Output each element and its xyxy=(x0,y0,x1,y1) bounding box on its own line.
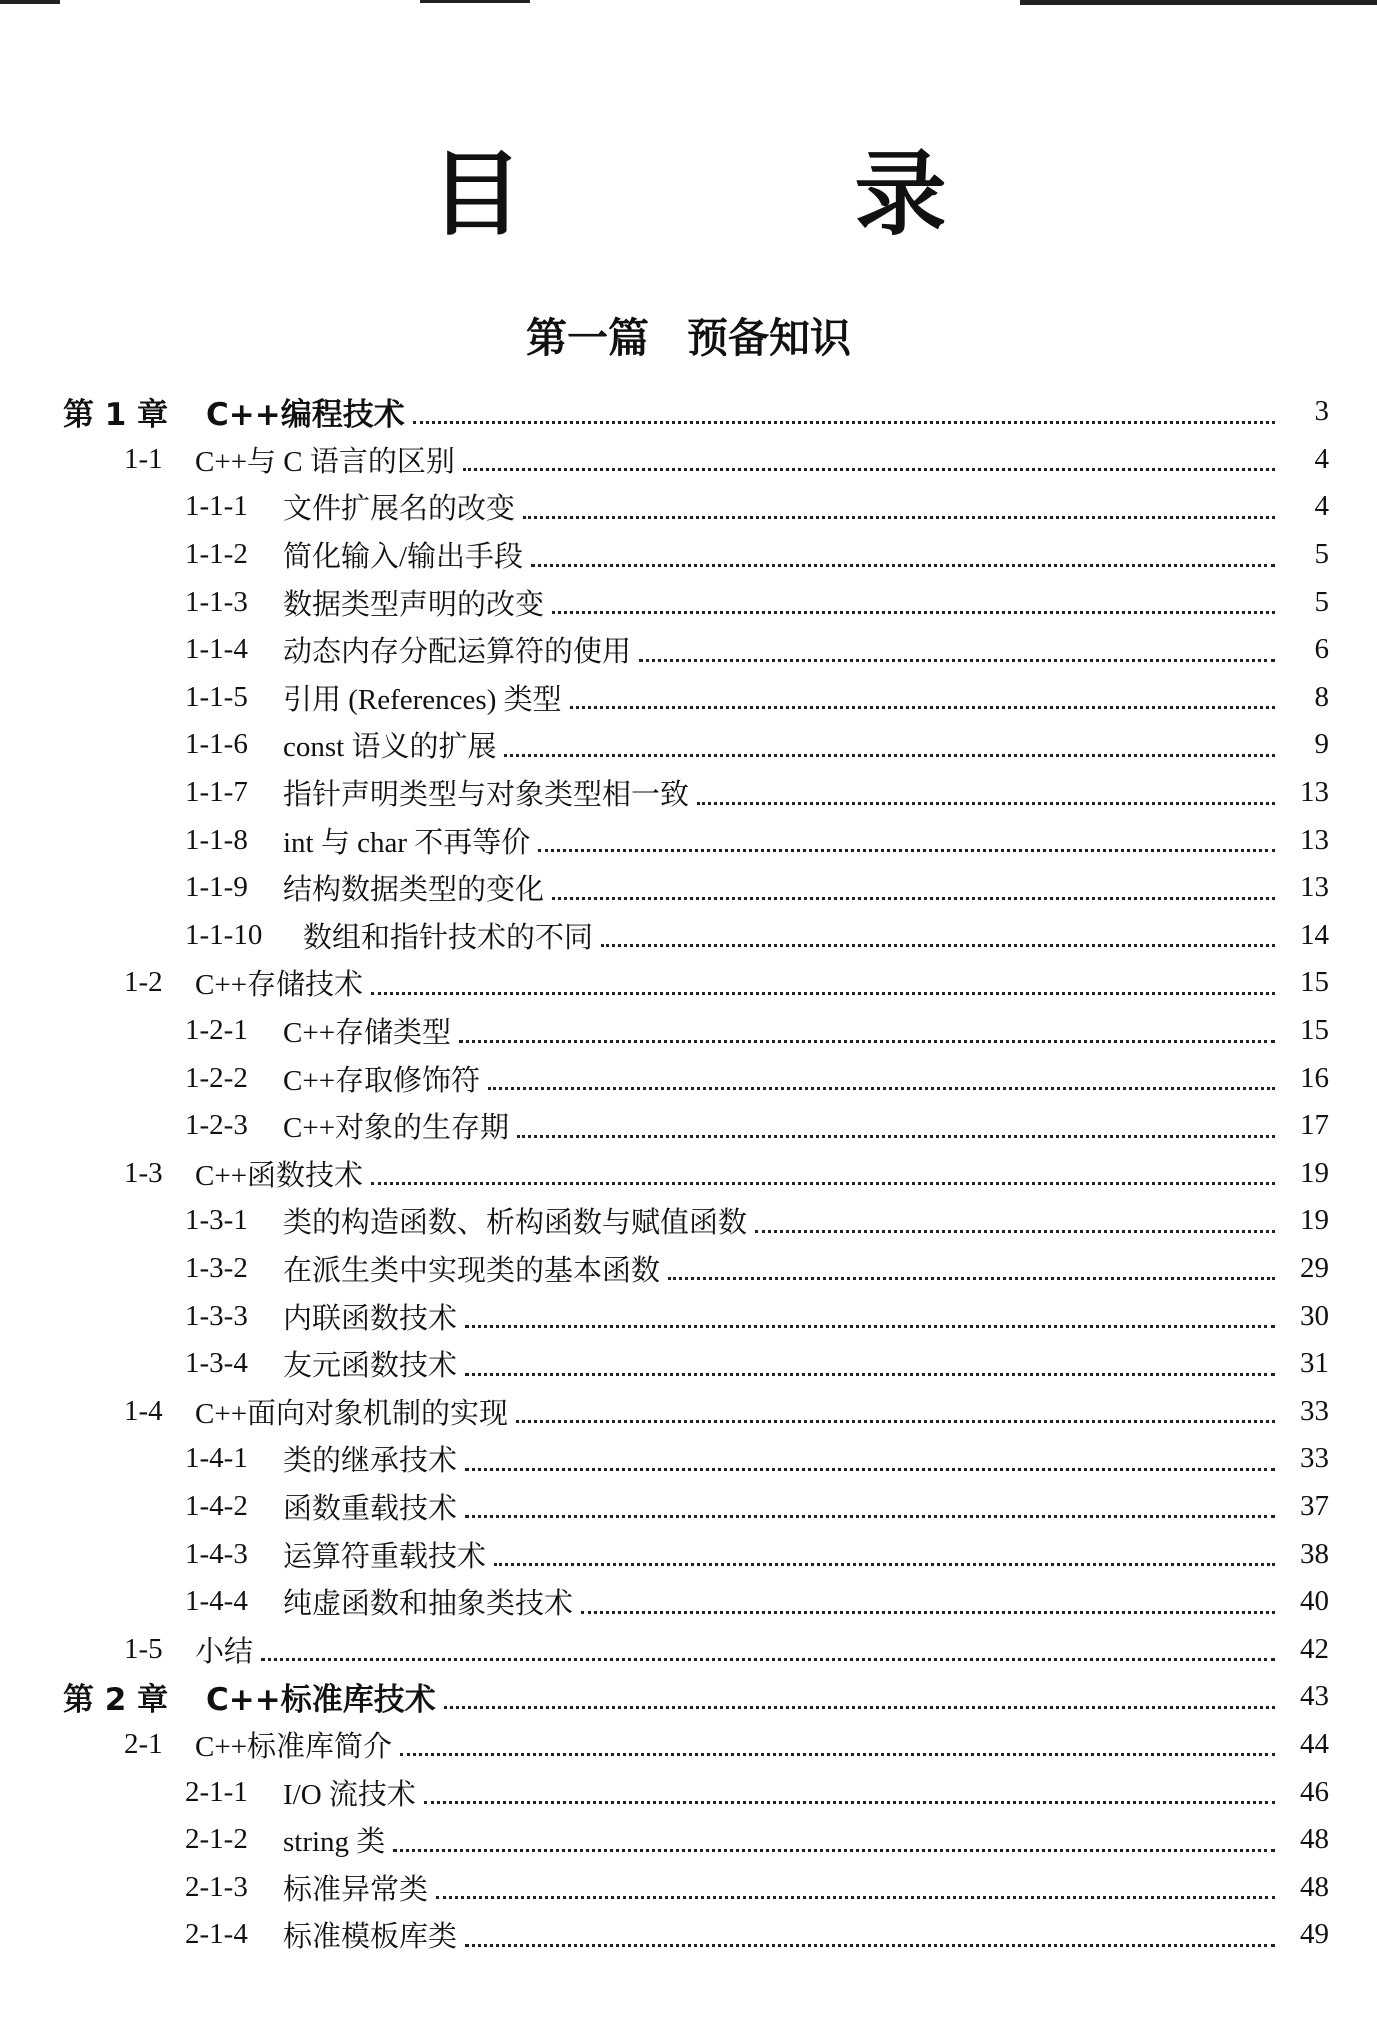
entry-title: 指针声明类型与对象类型相一致 xyxy=(283,779,690,812)
toc-entry-sub[interactable] xyxy=(0,1435,1377,1483)
entry-number: 1-4-3 xyxy=(185,1537,248,1570)
entry-page-number: 15 xyxy=(1300,966,1329,999)
entry-number: 2-1-3 xyxy=(185,1870,248,1903)
toc-entry-sub[interactable] xyxy=(0,1007,1377,1055)
dot-leader xyxy=(601,943,1275,947)
entry-number: 2-1-4 xyxy=(185,1918,248,1951)
entry-title: I/O 流技术 xyxy=(283,1778,416,1811)
entry-page-number: 38 xyxy=(1300,1537,1329,1570)
entry-page-number: 5 xyxy=(1314,538,1329,571)
toc-entry-sub[interactable] xyxy=(0,1340,1377,1388)
entry-page-number: 37 xyxy=(1300,1489,1329,1522)
entry-number: 1-1 xyxy=(124,442,163,475)
dot-leader xyxy=(436,1895,1275,1899)
entry-page-number: 17 xyxy=(1300,1109,1329,1142)
dot-leader xyxy=(488,1086,1275,1090)
entry-page-number: 44 xyxy=(1300,1727,1329,1760)
toc-entry-sub[interactable] xyxy=(0,1197,1377,1245)
toc-entry-sub[interactable] xyxy=(0,1530,1377,1578)
entry-title: 简化输入/输出手段 xyxy=(283,541,524,574)
entry-number: 1-2 xyxy=(124,966,163,999)
entry-title: 结构数据类型的变化 xyxy=(283,874,545,907)
entry-title: string 类 xyxy=(283,1826,386,1859)
toc-entry-sub[interactable] xyxy=(0,674,1377,722)
entry-number: 1-4-4 xyxy=(185,1585,248,1618)
entry-title: C++存储类型 xyxy=(283,1017,452,1050)
entry-title: 类的构造函数、析构函数与赋值函数 xyxy=(283,1207,748,1240)
dot-leader xyxy=(494,1562,1275,1566)
entry-page-number: 46 xyxy=(1300,1775,1329,1808)
entry-number: 1-4-2 xyxy=(185,1489,248,1522)
entry-page-number: 5 xyxy=(1314,585,1329,618)
page-title: 目 录 xyxy=(430,141,1097,248)
dot-leader xyxy=(371,991,1275,995)
entry-number: 1-1-4 xyxy=(185,633,248,666)
dot-leader xyxy=(570,705,1275,709)
dot-leader xyxy=(668,1276,1275,1280)
scan-edge-middle xyxy=(420,0,530,3)
entry-title: C++存储技术 xyxy=(195,969,364,1002)
entry-title: C++函数技术 xyxy=(195,1159,364,1192)
toc-entry-sub[interactable] xyxy=(0,864,1377,912)
toc-entry-sub[interactable] xyxy=(0,1578,1377,1626)
part-heading xyxy=(0,308,1377,368)
toc-entry-sub[interactable] xyxy=(0,1102,1377,1150)
entry-title: 在派生类中实现类的基本函数 xyxy=(283,1254,661,1287)
toc-entry-sub[interactable] xyxy=(0,578,1377,626)
toc-entry-sub[interactable] xyxy=(0,626,1377,674)
toc-entry-sub[interactable] xyxy=(0,1768,1377,1816)
dot-leader xyxy=(552,610,1275,614)
table-of-contents xyxy=(0,388,1377,1959)
dot-leader xyxy=(465,1514,1275,1518)
toc-entry-section[interactable] xyxy=(0,1150,1377,1198)
toc-entry-sub[interactable] xyxy=(0,531,1377,579)
entry-title: 运算符重载技术 xyxy=(283,1540,487,1573)
toc-entry-section[interactable] xyxy=(0,959,1377,1007)
entry-page-number: 42 xyxy=(1300,1632,1329,1665)
entry-page-number: 30 xyxy=(1300,1299,1329,1332)
toc-entry-sub[interactable] xyxy=(0,816,1377,864)
entry-title: C++标准库简介 xyxy=(195,1730,393,1763)
toc-entry-section[interactable] xyxy=(0,1721,1377,1769)
dot-leader xyxy=(465,1943,1275,1947)
entry-page-number: 16 xyxy=(1300,1061,1329,1094)
entry-number: 2-1-2 xyxy=(185,1823,248,1856)
toc-entry-section[interactable] xyxy=(0,1387,1377,1435)
entry-number: 1-3-1 xyxy=(185,1204,248,1237)
toc-entry-sub[interactable] xyxy=(0,1483,1377,1531)
entry-page-number: 4 xyxy=(1314,490,1329,523)
entry-number: 1-1-2 xyxy=(185,538,248,571)
dot-leader xyxy=(400,1752,1275,1756)
dot-leader xyxy=(393,1848,1275,1852)
entry-page-number: 48 xyxy=(1300,1870,1329,1903)
entry-title: int 与 char 不再等价 xyxy=(283,826,531,859)
entry-title: 标准异常类 xyxy=(283,1873,429,1906)
entry-title: 函数重载技术 xyxy=(283,1492,458,1525)
entry-number: 1-4-1 xyxy=(185,1442,248,1475)
dot-leader xyxy=(755,1229,1275,1233)
entry-page-number: 31 xyxy=(1300,1347,1329,1380)
dot-leader xyxy=(531,563,1275,567)
entry-page-number: 6 xyxy=(1314,633,1329,666)
entry-page-number: 29 xyxy=(1300,1251,1329,1284)
dot-leader xyxy=(465,1324,1275,1328)
toc-entry-sub[interactable] xyxy=(0,1911,1377,1959)
dot-leader xyxy=(517,1134,1275,1138)
entry-page-number: 13 xyxy=(1300,823,1329,856)
entry-page-number: 14 xyxy=(1300,918,1329,951)
entry-title: 文件扩展名的改变 xyxy=(283,493,516,526)
toc-entry-sub[interactable] xyxy=(0,1245,1377,1293)
entry-title: C++面向对象机制的实现 xyxy=(195,1397,509,1430)
entry-number: 1-2-3 xyxy=(185,1109,248,1142)
entry-title: 数组和指针技术的不同 xyxy=(303,921,594,954)
entry-page-number: 15 xyxy=(1300,1014,1329,1047)
dot-leader xyxy=(581,1610,1275,1614)
toc-entry-sub[interactable] xyxy=(0,1816,1377,1864)
dot-leader xyxy=(552,896,1275,900)
toc-entry-section[interactable] xyxy=(0,1625,1377,1673)
entry-page-number: 13 xyxy=(1300,871,1329,904)
entry-page-number: 8 xyxy=(1314,680,1329,713)
entry-number: 1-1-8 xyxy=(185,823,248,856)
toc-entry-section[interactable] xyxy=(0,436,1377,484)
toc-entry-sub[interactable] xyxy=(0,769,1377,817)
dot-leader xyxy=(465,1467,1275,1471)
dot-leader xyxy=(465,1372,1275,1376)
dot-leader xyxy=(459,1039,1275,1043)
dot-leader xyxy=(444,1705,1275,1709)
entry-page-number: 33 xyxy=(1300,1394,1329,1427)
toc-entry-sub[interactable] xyxy=(0,1863,1377,1911)
entry-title: C++标准库技术 xyxy=(206,1682,436,1719)
entry-title: 引用 (References) 类型 xyxy=(283,683,562,716)
entry-page-number: 19 xyxy=(1300,1156,1329,1189)
entry-title: C++存取修饰符 xyxy=(283,1064,481,1097)
dot-leader xyxy=(538,848,1275,852)
entry-page-number: 48 xyxy=(1300,1823,1329,1856)
entry-page-number: 13 xyxy=(1300,776,1329,809)
entry-number: 1-2-2 xyxy=(185,1061,248,1094)
entry-title: 动态内存分配运算符的使用 xyxy=(283,636,632,669)
entry-page-number: 49 xyxy=(1300,1918,1329,1951)
toc-entry-sub[interactable] xyxy=(0,721,1377,769)
dot-leader xyxy=(463,467,1275,471)
entry-number: 1-3 xyxy=(124,1156,163,1189)
entry-title: C++编程技术 xyxy=(206,397,405,434)
entry-number: 2-1-1 xyxy=(185,1775,248,1808)
entry-page-number: 43 xyxy=(1300,1680,1329,1713)
entry-number: 第 2 章 xyxy=(63,1682,169,1719)
entry-title: C++与 C 语言的区别 xyxy=(195,445,455,478)
dot-leader xyxy=(424,1800,1275,1804)
scan-edge-left xyxy=(0,0,60,4)
entry-title: const 语义的扩展 xyxy=(283,731,497,764)
entry-number: 1-1-3 xyxy=(185,585,248,618)
entry-number: 1-4 xyxy=(124,1394,163,1427)
dot-leader xyxy=(523,515,1275,519)
entry-page-number: 4 xyxy=(1314,442,1329,475)
entry-number: 第 1 章 xyxy=(63,397,169,434)
entry-number: 2-1 xyxy=(124,1727,163,1760)
toc-entry-sub[interactable] xyxy=(0,1054,1377,1102)
entry-number: 1-2-1 xyxy=(185,1014,248,1047)
entry-page-number: 40 xyxy=(1300,1585,1329,1618)
entry-page-number: 3 xyxy=(1314,395,1329,428)
part-title: 第一篇 xyxy=(526,314,649,362)
entry-number: 1-5 xyxy=(124,1632,163,1665)
entry-page-number: 19 xyxy=(1300,1204,1329,1237)
entry-title: 友元函数技术 xyxy=(283,1350,458,1383)
entry-number: 1-3-3 xyxy=(185,1299,248,1332)
entry-title: 小结 xyxy=(195,1635,254,1668)
entry-number: 1-1-9 xyxy=(185,871,248,904)
entry-number: 1-1-10 xyxy=(185,918,263,951)
entry-number: 1-1-5 xyxy=(185,680,248,713)
entry-number: 1-3-4 xyxy=(185,1347,248,1380)
dot-leader xyxy=(504,753,1275,757)
toc-entry-chapter[interactable] xyxy=(0,1673,1377,1721)
part-subtitle: 预备知识 xyxy=(687,314,851,362)
dot-leader xyxy=(639,658,1275,662)
entry-number: 1-1-1 xyxy=(185,490,248,523)
entry-number: 1-1-7 xyxy=(185,776,248,809)
entry-page-number: 33 xyxy=(1300,1442,1329,1475)
entry-title: 内联函数技术 xyxy=(283,1302,458,1335)
scan-edge-right xyxy=(1020,0,1377,5)
entry-title: 纯虚函数和抽象类技术 xyxy=(283,1588,574,1621)
dot-leader xyxy=(516,1419,1275,1423)
toc-entry-sub[interactable] xyxy=(0,483,1377,531)
dot-leader xyxy=(371,1181,1275,1185)
entry-page-number: 9 xyxy=(1314,728,1329,761)
entry-number: 1-3-2 xyxy=(185,1251,248,1284)
dot-leader xyxy=(261,1657,1275,1661)
dot-leader xyxy=(413,420,1275,424)
toc-entry-chapter[interactable] xyxy=(0,388,1377,436)
entry-title: 类的继承技术 xyxy=(283,1445,458,1478)
entry-title: 数据类型声明的改变 xyxy=(283,588,545,621)
entry-title: 标准模板库类 xyxy=(283,1921,458,1954)
entry-number: 1-1-6 xyxy=(185,728,248,761)
dot-leader xyxy=(697,801,1275,805)
toc-entry-sub[interactable] xyxy=(0,912,1377,960)
entry-title: C++对象的生存期 xyxy=(283,1112,510,1145)
toc-entry-sub[interactable] xyxy=(0,1292,1377,1340)
